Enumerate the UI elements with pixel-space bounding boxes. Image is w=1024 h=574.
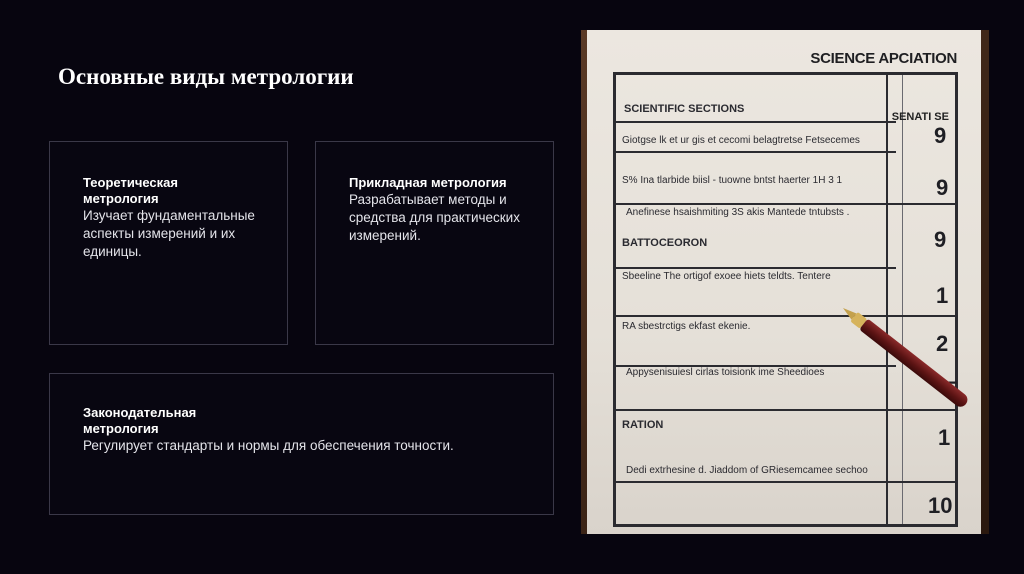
form-row-text: RATION (622, 419, 664, 431)
card-legal-metrology (49, 373, 554, 515)
score-value: 1 (938, 425, 951, 450)
grid-line (616, 315, 956, 317)
form-row-text: Sbeeline The ortigof exoee hiets teldts. Tentere (622, 271, 831, 282)
score-value: 9 (934, 227, 947, 252)
grid-line (616, 409, 956, 411)
form-row-text: RA sbestrctigs ekfast ekenie. (622, 321, 751, 332)
grid-line (616, 121, 896, 123)
grid-line (616, 481, 956, 483)
form-grid (613, 72, 958, 527)
grid-column-divider (886, 75, 888, 524)
form-row-text: Appysenisuiesl cirlas toisionk ime Sheedioes (626, 367, 825, 378)
card-title: Прикладная метрология (349, 175, 507, 190)
grid-line (616, 203, 956, 205)
form-row-text: Giotgse lk et ur gis et cecomi belagtretse Fetsecemes (622, 135, 860, 146)
paper-sheet (587, 30, 981, 534)
score-value: 2 (936, 331, 949, 356)
column-head: SENATI SE (891, 111, 949, 123)
photo-science-form (581, 30, 989, 534)
score-value: 9 (934, 123, 947, 148)
paper-heading: SCIENCE APCIATION (810, 50, 957, 67)
grid-line (616, 151, 896, 153)
slide-title: Основные виды метрологии (58, 64, 354, 89)
score-value: 9 (936, 175, 949, 200)
card-text: Изучает фундаментальные аспекты измерений и их единицы. (83, 208, 255, 259)
card-applied-metrology (315, 141, 554, 345)
score-value: 10 (928, 493, 953, 518)
card-text: Регулирует стандарты и нормы для обеспечения точности. (83, 438, 454, 453)
form-row-text: Anefinese hsaishmiting 3S akis Mantede tntubsts . (626, 207, 850, 218)
card-theoretical-metrology (49, 141, 288, 345)
card-title: Законодательная метрология (83, 405, 197, 436)
grid-column-divider (902, 75, 903, 524)
grid-line (616, 267, 896, 269)
card-text: Разрабатывает методы и средства для практических измерений. (349, 192, 520, 243)
score-value: 1 (936, 283, 949, 308)
form-row-text: BATTOCEORON (622, 237, 708, 249)
form-row-text: Dedi extrhesine d. Jiaddom of GRiesemcamee sechoo (626, 465, 868, 476)
form-row-text: SCIENTIFIC SECTIONS (624, 103, 745, 115)
form-row-text: S% Ina tlarbide biisl - tuowne bntst haerter 1H 3 1 (622, 175, 843, 186)
card-title: Теоретическая метрология (83, 175, 178, 206)
